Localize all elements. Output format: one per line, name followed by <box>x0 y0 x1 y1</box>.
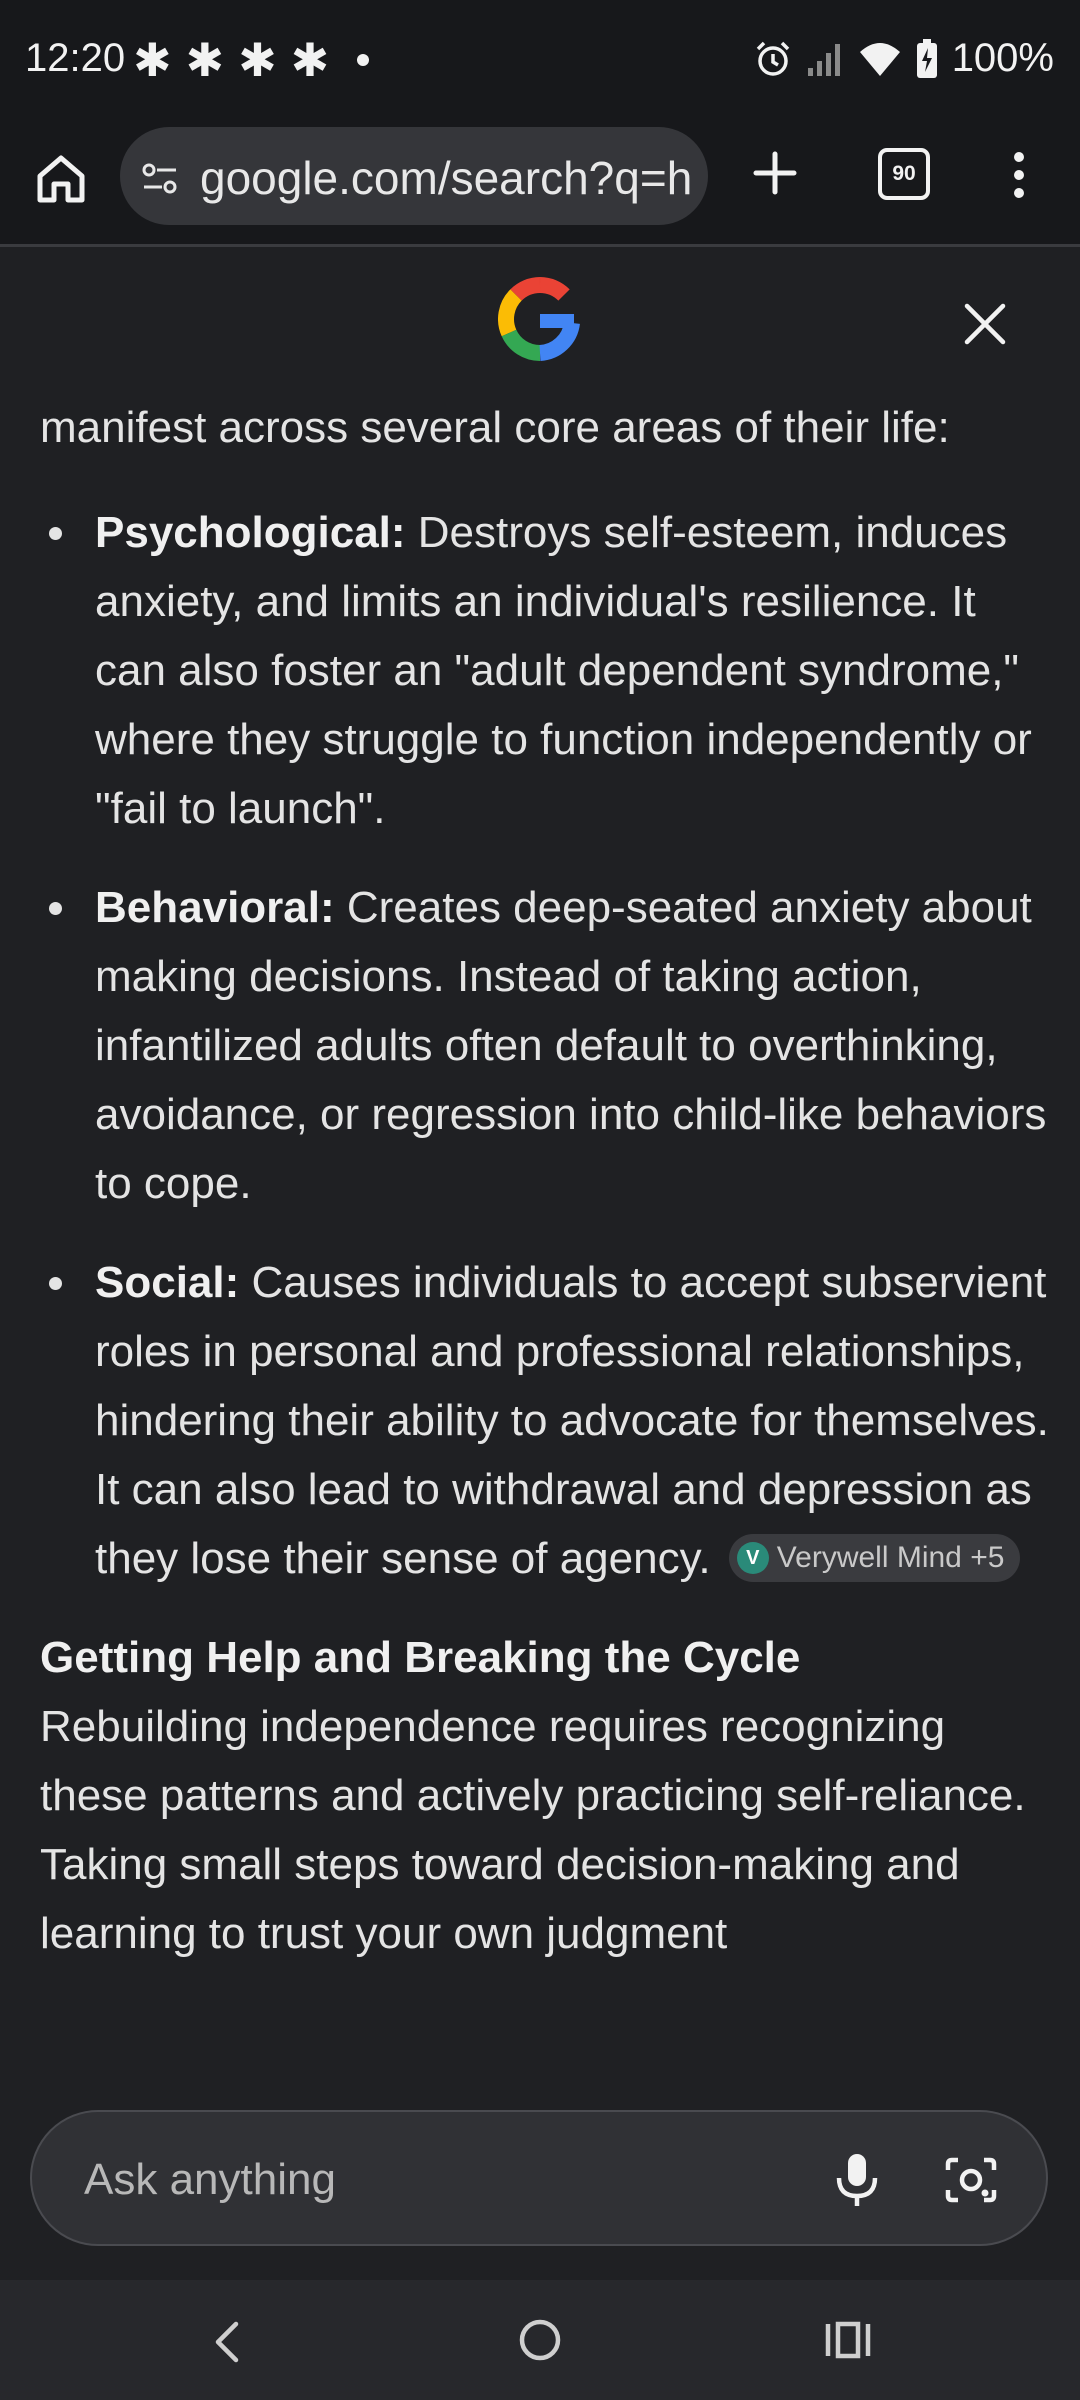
list-item <box>40 1248 1050 1593</box>
bullet-list <box>40 498 1050 1593</box>
intro-text: manifest across several core areas of their life: <box>40 403 950 452</box>
bullet-title: Psychological: <box>95 508 406 557</box>
system-nav-bar <box>0 2280 1080 2400</box>
asterisk-icon: ✱ <box>290 34 330 86</box>
answer-sheet <box>0 247 1080 2280</box>
site-settings-icon[interactable] <box>140 159 180 199</box>
verywell-logo-icon: V <box>737 1542 769 1574</box>
home-circle-icon[interactable] <box>518 2318 562 2362</box>
alarm-icon <box>754 40 792 78</box>
answer-content <box>40 393 1050 2318</box>
browser-toolbar <box>0 124 1080 247</box>
google-logo-icon <box>498 277 582 361</box>
status-time: 12:20 <box>25 36 126 80</box>
microphone-icon[interactable] <box>832 2152 882 2208</box>
more-menu-icon[interactable] <box>1008 150 1030 200</box>
status-bar <box>0 0 1080 124</box>
bullet-text: Causes individuals to accept subservient roles in personal and professional relationships, hindering their ability to advocate for themselves. It can also lead to withdrawal and depression as they lose their sense of agency. <box>95 1258 1049 1583</box>
asterisk-icon: ✱ <box>238 34 277 86</box>
bullet-title: Social: <box>95 1258 240 1307</box>
source-chip-label: Verywell Mind +5 <box>776 1541 1005 1575</box>
ask-bar <box>30 2110 1048 2246</box>
address-bar[interactable] <box>120 127 708 225</box>
ask-input[interactable] <box>82 2144 786 2216</box>
new-tab-icon[interactable] <box>750 148 800 198</box>
status-right <box>754 36 1054 81</box>
signal-icon <box>806 40 844 78</box>
section-paragraph: Rebuilding independence requires recognizing these patterns and actively practicing self-reliance. Taking small steps toward decision-making and learning to trust your own judgment <box>40 1702 1026 1958</box>
notification-icons <box>133 34 369 86</box>
list-item <box>40 873 1050 1218</box>
tab-switcher-button[interactable]: 90 <box>878 148 930 200</box>
close-icon[interactable] <box>962 301 1008 347</box>
recents-icon[interactable] <box>824 2320 874 2360</box>
section-heading: Getting Help and Breaking the Cycle <box>40 1633 801 1682</box>
more-notifications-dot <box>357 54 369 66</box>
wifi-icon <box>858 40 902 78</box>
asterisk-icon: ✱ <box>185 34 225 86</box>
source-chip[interactable] <box>729 1534 1021 1582</box>
bullet-title: Behavioral: <box>95 883 335 932</box>
back-icon[interactable] <box>212 2320 242 2364</box>
bullet-text: Creates deep-seated anxiety about making decisions. Instead of taking action, infantilized adults often default to overthinking, avoidance, or regression into child-like behaviors to cope. <box>95 883 1047 1208</box>
bullet-text: Destroys self-esteem, induces anxiety, and limits an individual's resilience. It can also foster an "adult dependent syndrome," where they struggle to function independently or "fail to launch". <box>95 508 1032 833</box>
battery-percent: 100% <box>951 36 1054 80</box>
list-item <box>40 498 1050 843</box>
google-lens-icon[interactable] <box>944 2154 998 2206</box>
battery-icon <box>916 39 938 79</box>
home-icon[interactable] <box>34 152 88 206</box>
asterisk-icon: ✱ <box>133 34 172 86</box>
url-text[interactable]: google.com/search?q=h <box>200 152 693 204</box>
